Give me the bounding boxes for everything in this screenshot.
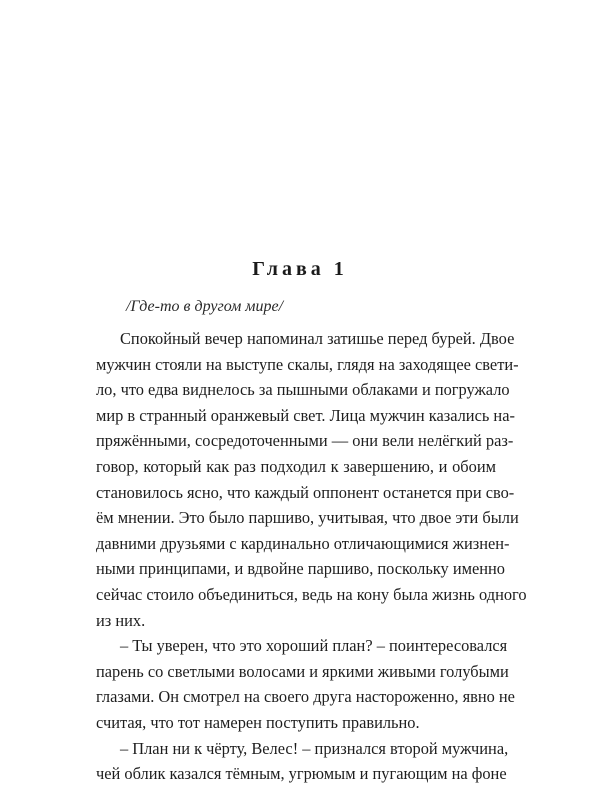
text-line: давними друзьями с кардинально отличающимися жизнен- bbox=[96, 533, 510, 553]
location-note: /Где-то в другом мире/ bbox=[126, 298, 284, 315]
chapter-title: Глава 1 bbox=[252, 258, 348, 280]
text-line: чей облик казался тёмным, угрюмым и пугающим на фоне bbox=[96, 764, 507, 784]
text-line: ём мнении. Это было паршиво, учитывая, что двое эти были bbox=[96, 508, 519, 528]
text-line: из них. bbox=[96, 610, 146, 630]
text-line: пряжёнными, сосредоточенными — они вели нелёгкий раз- bbox=[96, 431, 514, 451]
text-line: ло, что едва виднелось за пышными облаками и погружало bbox=[96, 380, 510, 400]
text-line: глазами. Он смотрел на своего друга настороженно, явно не bbox=[96, 687, 515, 707]
text-line: – Ты уверен, что это хороший план? – поинтересовался bbox=[120, 636, 508, 656]
text-line: – План ни к чёрту, Велес! – признался второй мужчина, bbox=[120, 738, 509, 758]
body-text bbox=[96, 326, 527, 787]
text-line: ными принципами, и вдвойне паршиво, поскольку именно bbox=[96, 559, 505, 579]
text-line: становилось ясно, что каждый оппонент останется при сво- bbox=[96, 482, 515, 502]
text-line: говор, который как раз подходил к завершению, и обоим bbox=[96, 456, 496, 476]
text-line: Спокойный вечер напоминал затишье перед бурей. Двое bbox=[120, 329, 515, 348]
text-line: мир в странный оранжевый свет. Лица мужчин казались на- bbox=[96, 405, 515, 425]
text-line: сейчас стоило объединиться, ведь на кону была жизнь одного bbox=[96, 584, 527, 604]
text-line: считая, что тот намерен поступить правильно. bbox=[96, 712, 420, 732]
text-line: парень со светлыми волосами и яркими живыми голубыми bbox=[96, 661, 509, 681]
text-line: мужчин стояли на выступе скалы, глядя на заходящее свети- bbox=[96, 354, 519, 374]
